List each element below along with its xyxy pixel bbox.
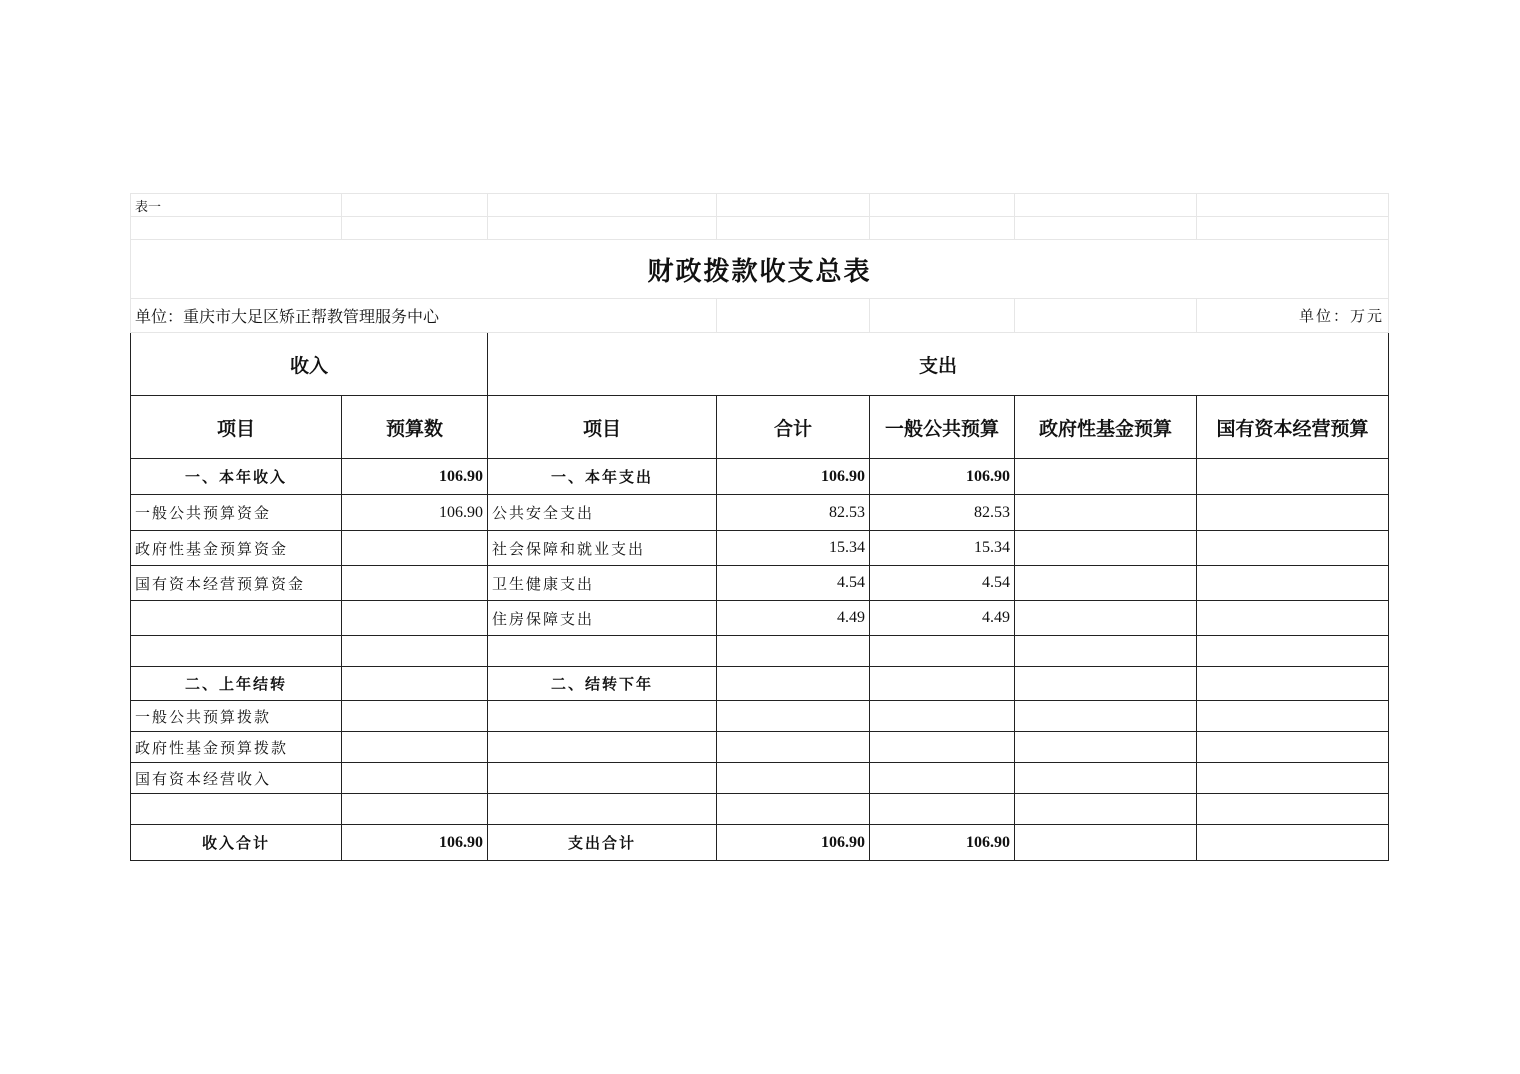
exp-gov-fund-cell (1015, 701, 1197, 732)
table-row (131, 601, 1389, 636)
table-row (131, 763, 1389, 794)
exp-total-cell (717, 636, 870, 667)
exp-item-cell (488, 701, 717, 732)
section-header-row (131, 333, 1389, 396)
unit-currency: 单位：万元 (1197, 299, 1389, 333)
income-item-cell: 政府性基金预算资金 (131, 531, 342, 566)
expenditure-header: 支出 (488, 333, 1389, 396)
exp-gov-fund-cell (1015, 601, 1197, 636)
income-value-cell: 106.90 (342, 459, 488, 495)
exp-item-cell: 社会保障和就业支出 (488, 531, 717, 566)
exp-state-capital-cell (1197, 531, 1389, 566)
income-value-cell (342, 566, 488, 601)
table-row (131, 732, 1389, 763)
exp-state-capital-cell (1197, 763, 1389, 794)
income-item-cell: 政府性基金预算拨款 (131, 732, 342, 763)
table-label: 表一 (131, 194, 342, 217)
exp-total-header: 合计 (717, 396, 870, 459)
income-budget-header: 预算数 (342, 396, 488, 459)
exp-gov-fund-cell (1015, 459, 1197, 495)
income-value-cell: 106.90 (342, 825, 488, 861)
income-item-cell: 一般公共预算资金 (131, 495, 342, 531)
table-row (131, 459, 1389, 495)
table-row (131, 495, 1389, 531)
exp-item-cell (488, 763, 717, 794)
exp-total-cell (717, 763, 870, 794)
exp-state-capital-cell (1197, 825, 1389, 861)
income-item-cell: 一、本年收入 (131, 459, 342, 495)
income-item-cell (131, 601, 342, 636)
exp-total-cell: 106.90 (717, 459, 870, 495)
exp-total-cell (717, 732, 870, 763)
income-item-cell: 二、上年结转 (131, 667, 342, 701)
exp-gov-fund-cell (1015, 566, 1197, 601)
income-value-cell (342, 601, 488, 636)
exp-general-cell (870, 667, 1015, 701)
income-item-header: 项目 (131, 396, 342, 459)
unit-row (131, 299, 1389, 333)
exp-state-capital-cell (1197, 794, 1389, 825)
exp-gov-fund-cell (1015, 531, 1197, 566)
exp-state-capital-cell (1197, 566, 1389, 601)
budget-sheet (130, 193, 1388, 861)
exp-general-cell (870, 732, 1015, 763)
blank-row (131, 217, 1389, 240)
exp-gov-fund-cell (1015, 794, 1197, 825)
exp-general-cell (870, 636, 1015, 667)
exp-state-capital-cell (1197, 701, 1389, 732)
exp-general-cell (870, 763, 1015, 794)
table-row (131, 636, 1389, 667)
exp-state-capital-cell (1197, 459, 1389, 495)
income-value-cell (342, 763, 488, 794)
exp-gov-fund-cell (1015, 636, 1197, 667)
income-value-cell (342, 531, 488, 566)
income-value-cell (342, 732, 488, 763)
income-value-cell (342, 794, 488, 825)
page-title: 财政拨款收支总表 (647, 256, 872, 287)
exp-gov-fund-cell (1015, 732, 1197, 763)
income-header: 收入 (131, 333, 488, 396)
exp-state-capital-cell (1197, 667, 1389, 701)
exp-general-cell: 4.49 (870, 601, 1015, 636)
exp-total-cell: 15.34 (717, 531, 870, 566)
table-row (131, 531, 1389, 566)
exp-general-cell: 82.53 (870, 495, 1015, 531)
exp-item-header: 项目 (488, 396, 717, 459)
exp-general-cell: 106.90 (870, 459, 1015, 495)
income-value-cell (342, 701, 488, 732)
exp-item-cell (488, 636, 717, 667)
income-item-cell: 国有资本经营收入 (131, 763, 342, 794)
exp-total-cell: 82.53 (717, 495, 870, 531)
budget-table (130, 193, 1389, 861)
exp-gov-fund-cell (1015, 667, 1197, 701)
table-row (131, 825, 1389, 861)
table-label-row (131, 194, 1389, 217)
income-item-cell: 一般公共预算拨款 (131, 701, 342, 732)
exp-gov-fund-header: 政府性基金预算 (1015, 396, 1197, 459)
exp-general-cell (870, 794, 1015, 825)
exp-item-cell: 公共安全支出 (488, 495, 717, 531)
income-item-cell (131, 636, 342, 667)
table-row (131, 794, 1389, 825)
exp-general-cell (870, 701, 1015, 732)
exp-item-cell: 卫生健康支出 (488, 566, 717, 601)
exp-total-cell: 4.54 (717, 566, 870, 601)
exp-gov-fund-cell (1015, 825, 1197, 861)
exp-state-capital-cell (1197, 601, 1389, 636)
exp-total-cell (717, 794, 870, 825)
exp-item-cell: 住房保障支出 (488, 601, 717, 636)
table-row (131, 701, 1389, 732)
exp-item-cell (488, 732, 717, 763)
exp-state-capital-cell (1197, 495, 1389, 531)
income-value-cell (342, 636, 488, 667)
exp-total-cell (717, 667, 870, 701)
exp-item-cell: 二、结转下年 (488, 667, 717, 701)
exp-general-cell: 15.34 (870, 531, 1015, 566)
income-item-cell: 国有资本经营预算资金 (131, 566, 342, 601)
title-row (131, 240, 1389, 299)
exp-total-cell: 4.49 (717, 601, 870, 636)
income-value-cell: 106.90 (342, 495, 488, 531)
exp-gov-fund-cell (1015, 763, 1197, 794)
exp-state-capital-cell (1197, 636, 1389, 667)
unit-organization: 单位：重庆市大足区矫正帮教管理服务中心 (131, 299, 717, 333)
exp-item-cell (488, 794, 717, 825)
income-item-cell: 收入合计 (131, 825, 342, 861)
exp-general-header: 一般公共预算 (870, 396, 1015, 459)
income-value-cell (342, 667, 488, 701)
exp-item-cell: 一、本年支出 (488, 459, 717, 495)
exp-gov-fund-cell (1015, 495, 1197, 531)
exp-general-cell: 4.54 (870, 566, 1015, 601)
exp-state-capital-header: 国有资本经营预算 (1197, 396, 1389, 459)
exp-total-cell (717, 701, 870, 732)
table-row (131, 667, 1389, 701)
exp-state-capital-cell (1197, 732, 1389, 763)
income-item-cell (131, 794, 342, 825)
table-row (131, 566, 1389, 601)
exp-general-cell: 106.90 (870, 825, 1015, 861)
column-header-row (131, 396, 1389, 459)
exp-total-cell: 106.90 (717, 825, 870, 861)
exp-item-cell: 支出合计 (488, 825, 717, 861)
